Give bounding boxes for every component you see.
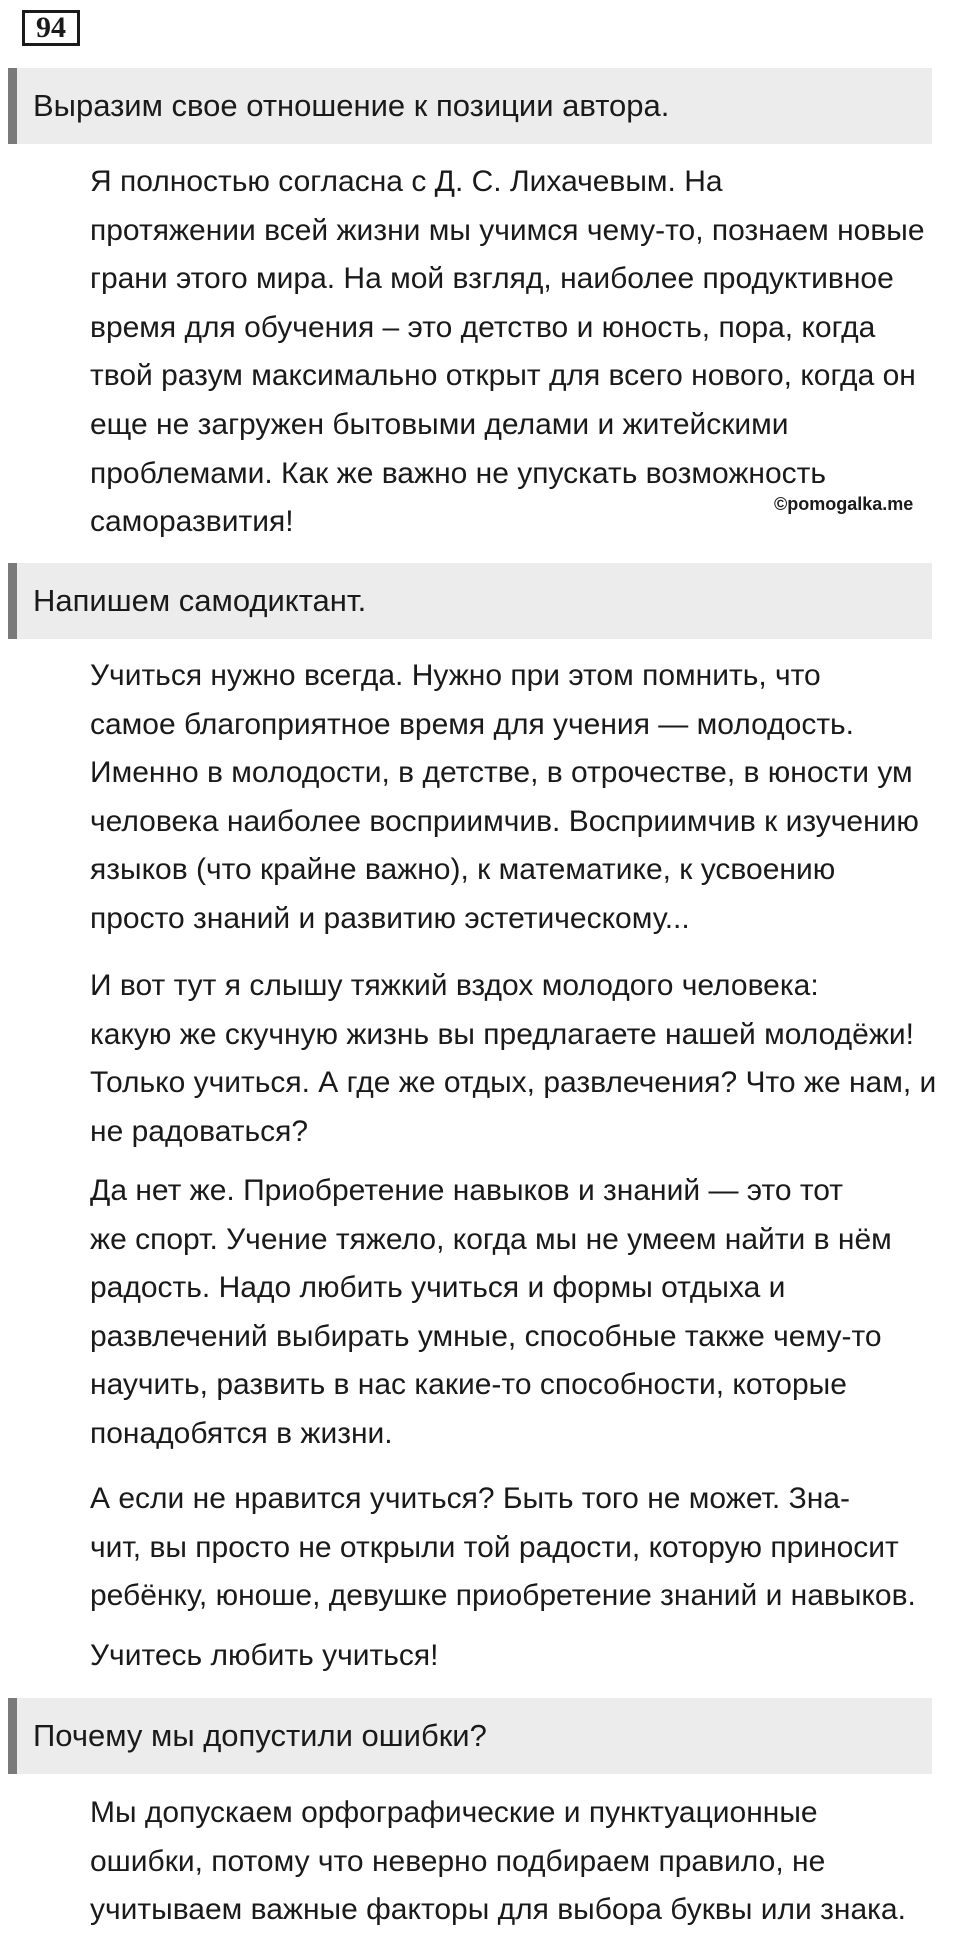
text-line: Да нет же. Приобретение навыков и знаний — это тот — [90, 1174, 844, 1207]
text-line: Учитесь любить учиться! — [90, 1639, 439, 1672]
text-line: саморазвития! — [90, 505, 294, 539]
text-line: ошибки, потому что неверно подбираем правило, не — [90, 1844, 826, 1878]
section-heading-self-dictation: Напишем самодиктант. — [8, 563, 932, 639]
text-line: развлечений выбирать умные, способные также чему-то — [90, 1319, 882, 1353]
text-line: просто знаний и развитию эстетическому... — [90, 901, 690, 935]
paragraph-dictation-1 — [23, 652, 958, 944]
paragraph-dictation-5 — [23, 1632, 958, 1681]
text-line: И вот тут я слышу тяжкий вздох молодого человека: — [90, 969, 819, 1002]
section-heading-author-position: Выразим свое отношение к позиции автора. — [8, 68, 932, 144]
text-line: же спорт. Учение тяжело, когда мы не умеем найти в нём — [90, 1222, 892, 1256]
text-line: Учиться нужно всегда. Нужно при этом помнить, что — [90, 659, 821, 692]
text-line: чит, вы просто не открыли той радости, которую приносит — [90, 1530, 899, 1564]
text-line: радость. Надо любить учиться и формы отдыха и — [90, 1271, 786, 1305]
paragraph-dictation-3 — [23, 1167, 958, 1459]
text-line: А если не нравится учиться? Быть того не может. Зна- — [90, 1482, 850, 1515]
text-line: какую же скучную жизнь вы предлагаете нашей молодёжи! — [90, 1017, 914, 1051]
text-line: Я полностью согласна с Д. С. Лихачевым. На — [90, 165, 723, 198]
paragraph-author-opinion — [23, 158, 958, 547]
text-line: еще не загружен бытовыми делами и житейскими — [90, 407, 789, 441]
text-line: научить, развить в нас какие-то способности, которые — [90, 1368, 847, 1402]
text-line: проблемами. Как же важно не упускать возможность — [90, 456, 827, 490]
text-line: человека наиболее восприимчив. Восприимчив к изучению — [90, 804, 919, 838]
text-line: протяжении всей жизни мы учимся чему-то, познаем новые — [90, 213, 925, 247]
paragraph-dictation-4 — [23, 1475, 958, 1621]
text-line: понадобятся в жизни. — [90, 1416, 393, 1450]
paragraph-errors-answer — [23, 1789, 958, 1935]
page-number: 94 — [22, 10, 80, 46]
paragraph-dictation-2 — [23, 962, 958, 1156]
section-heading-errors: Почему мы допустили ошибки? — [8, 1698, 932, 1774]
watermark: ©pomogalka.me — [774, 494, 914, 514]
text-line: ребёнку, юноше, девушке приобретение знаний и навыков. — [90, 1579, 916, 1613]
text-line: Именно в молодости, в детстве, в отрочестве, в юности ум — [90, 756, 913, 790]
text-line: Только учиться. А где же отдых, развлечения? Что же нам, и — [90, 1066, 937, 1100]
text-line: время для обучения – это детство и юность, пора, когда — [90, 310, 876, 344]
text-line: не радоваться? — [90, 1114, 309, 1148]
text-line: твой разум максимально открыт для всего нового, когда он — [90, 359, 916, 393]
text-line: языков (что крайне важно), к математике, к усвоению — [90, 853, 836, 887]
text-line: самое благоприятное время для учения — молодость. — [90, 707, 855, 741]
text-line: учитываем важные факторы для выбора буквы или знака. — [90, 1893, 906, 1927]
text-line: грани этого мира. На мой взгляд, наиболее продуктивное — [90, 262, 894, 296]
text-line: Мы допускаем орфографические и пунктуационные — [90, 1796, 818, 1829]
